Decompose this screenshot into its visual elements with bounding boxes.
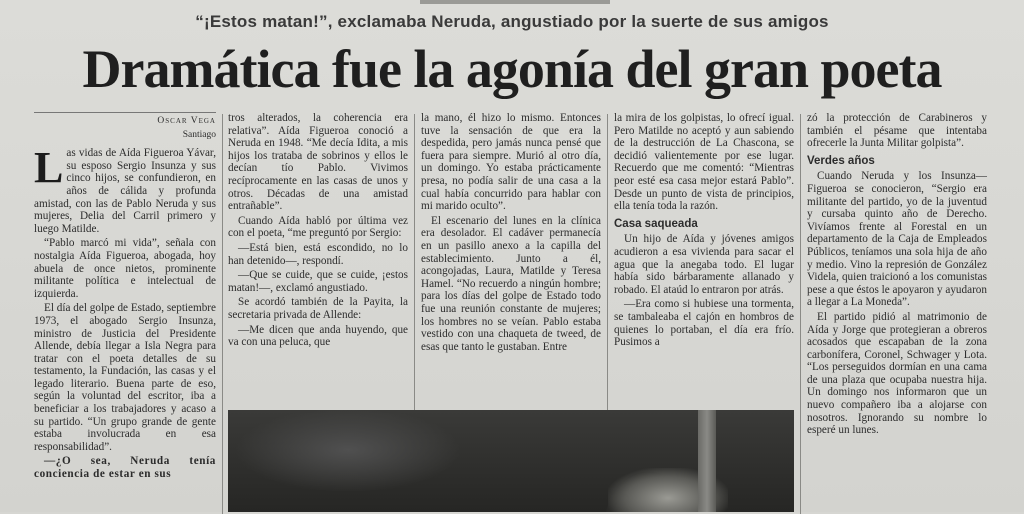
photo-post xyxy=(698,410,716,512)
paragraph: tros alterados, la coherencia era relativa”. Aída Figueroa conoció a Neruda en 1948. “Me decía Idita, a mis hijos los trataba de sobrinos y ellos le decían tío Pablo. Vivimos recíprocamente en las casas de unos y otros. Décadas de una amistad entrañable”. xyxy=(228,112,408,213)
column-rule xyxy=(222,114,223,514)
byline: Oscar Vega xyxy=(34,112,216,128)
article-column-5 xyxy=(807,112,987,439)
article-kicker: “¡Estos matan!”, exclamaba Neruda, angustiado por la suerte de sus amigos xyxy=(195,12,829,31)
paragraph: El día del golpe de Estado, septiembre 1973, el abogado Sergio Insunza, ministro de Justicia del Presidente Allende, debía llegar a Isla Negra para tratar con el poeta detalles de su testamento, la Fundación, las casas y el legado literario. Buena parte de eso, según la voluntad del escritor, iba a beneficiar a los trabajadores y acaso a su partido. “Un grupo grande de gente estaba involucrada en esa responsabilidad”. xyxy=(34,302,216,453)
paragraph: El escenario del lunes en la clínica era desolador. El cadáver permanecía en un pasillo anexo a la capilla del establecimiento. Junto a él, acongojadas, Laura, Matilde y Teresa Hamel. “No recuerdo a ningún hombre; para los días del golpe de Estado todo fue una reunión constante de mujeres; los hombres no se veían. Pablo estaba vestido con una chaqueta de tweed, de esas que tanto le gustaban. Entre xyxy=(421,214,601,353)
article-column-4 xyxy=(614,112,794,351)
paragraph: —Que se cuide, que se cuide, ¡estos matan!—, exclamó angustiado. xyxy=(228,269,408,294)
article-photo xyxy=(228,410,794,512)
paragraph: Se acordó también de la Payita, la secretaria privada de Allende: xyxy=(228,296,408,321)
paragraph: la mano, él hizo lo mismo. Entonces tuve la sensación de que era la despedida, pero jamás nunca pensé que fuera para siempre. Murió al otro día, un domingo. Yo estaba prácticamente presa, no podía salir de una casa a la cual había concurrido para hablar con mi marido oculto”. xyxy=(421,112,601,213)
paragraph: zó la protección de Carabineros y también el pésame que intentaba ofrecerle la Junta Militar golpista”. xyxy=(807,112,987,150)
paragraph: Cuando Neruda y los Insunza—Figueroa se conocieron, “Sergio era militante del partido, yo de la juventud y cursaba quinto año de Derecho. Vivíamos frente al Forestal en un departamento de la Caja de Empleados Públicos, teníamos una sola hija de año y medio. Vino la represión de González Videla, quien traicionó a los comunistas pese a que éstos le apoyaron y ayudaron a llegar a La Moneda”. xyxy=(807,170,987,309)
drop-cap: L xyxy=(34,143,64,193)
article-column-1 xyxy=(34,112,216,483)
article-column-3 xyxy=(421,112,601,355)
column-rule xyxy=(800,114,801,514)
section-subhead: Verdes años xyxy=(807,154,875,167)
paragraph: —Me dicen que anda huyendo, que va con una peluca, que xyxy=(228,323,408,349)
paragraph: —¿O sea, Neruda tenía conciencia de estar en sus xyxy=(34,455,216,481)
paragraph: El partido pidió al matrimonio de Aída y Jorge que protegieran a obreros acosados que escapaban de la zona carbonífera, Coronel, Schwager y Lota. “Los perseguidos dormían en una cama de una plaza que ocupaba nuestra hija. Un domingo nos informaron que un nuevo compañero iba a alojarse con nosotros. Ignorando su nombre lo esperé un lunes. xyxy=(807,310,987,437)
article-headline: Dramática fue la agonía del gran poeta xyxy=(82,39,942,99)
paragraph: la mira de los golpistas, lo ofrecí igual. Pero Matilde no aceptó y aun sabiendo de la destrucción de La Chascona, se decidió valientemente por ese lugar. Recuerdo que me comentó: “Mientras peor esté esa casa mejor estará Pablo”. Desde un punto de vista de principios, ella tenía toda la razón. xyxy=(614,112,794,213)
paragraph: —Era como si hubiese una tormenta, se tambaleaba el cajón en hombros de quienes lo portaban, el día era frío. Pusimos a xyxy=(614,298,794,349)
article-column-2 xyxy=(228,112,408,351)
dateline: Santiago xyxy=(182,129,216,140)
paragraph: Cuando Aída habló por última vez con el poeta, “me preguntó por Sergio: xyxy=(228,214,408,240)
column-rule xyxy=(607,114,608,410)
paragraph: Las vidas de Aída Figueroa Yávar, su esposo Sergio Insunza y sus cinco hijos, se confundieron, en años de cálida y profunda amistad, con las de Pablo Neruda y sus mujeres, Delia del Carril primero y luego Matilde. xyxy=(34,143,216,235)
section-subhead: Casa saqueada xyxy=(614,217,698,230)
paragraph: —Está bien, está escondido, no lo han detenido—, respondí. xyxy=(228,241,408,267)
column-rule xyxy=(414,114,415,410)
top-rule xyxy=(420,0,610,4)
paragraph: Un hijo de Aída y jóvenes amigos acudieron a esa vivienda para sacar el agua que la anegaba todo. El lugar había sido bárbaramente allanado y robado. El ataúd lo entraron por atrás. xyxy=(614,233,794,296)
paragraph: “Pablo marcó mi vida”, señala con nostalgia Aída Figueroa, abogada, hoy abuela de once nietos, prominente militante política e intelectual de izquierda. xyxy=(34,237,216,300)
